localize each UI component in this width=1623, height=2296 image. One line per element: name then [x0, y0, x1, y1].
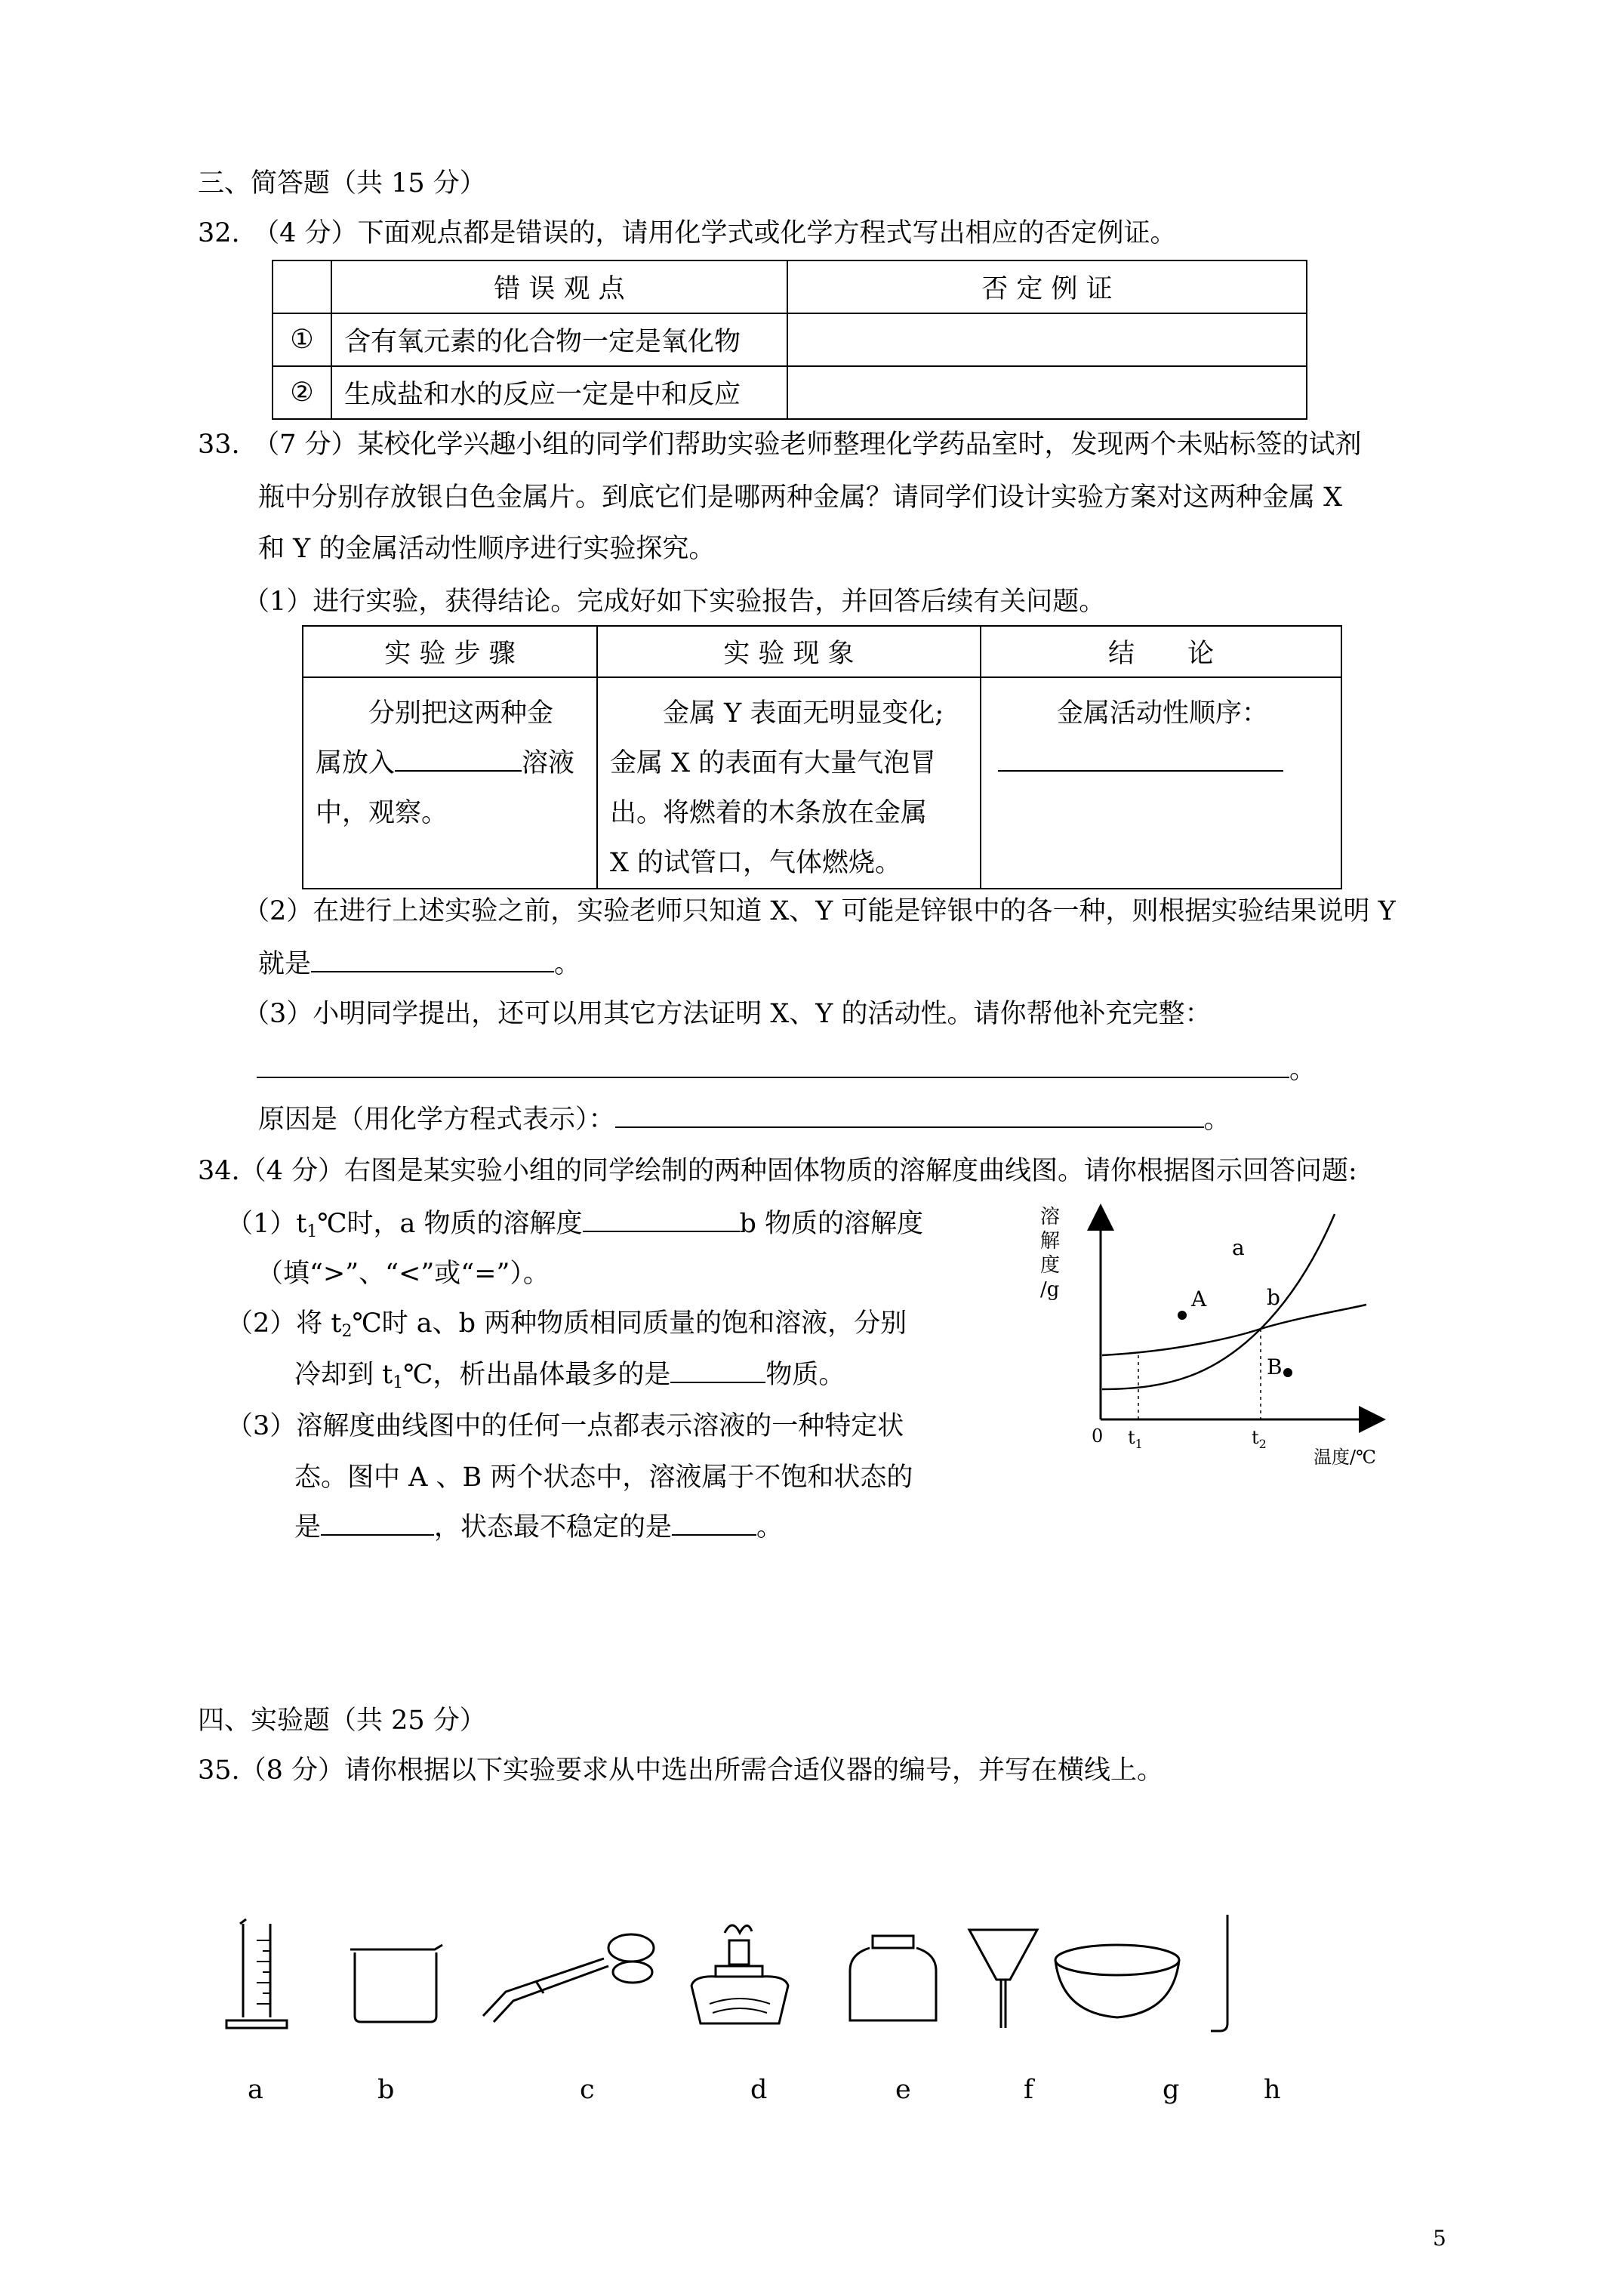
q33-part2-prefix: 就是	[258, 949, 312, 979]
q33-part3-end: 。	[1289, 1055, 1317, 1085]
q34-text: ，状态最不稳定的是	[434, 1512, 673, 1542]
point-A	[1178, 1311, 1187, 1320]
reagent-bottle-icon	[850, 1936, 936, 2020]
q33-header-step: 实 验 步 骤	[303, 626, 597, 677]
q34-s3-blank1[interactable]	[321, 1512, 434, 1536]
q33-reason-prefix: 原因是（用化学方程式表示）：	[258, 1105, 615, 1135]
q34-text: ℃时 a、b 两种物质相同质量的饱和溶液，分别	[352, 1308, 907, 1339]
solubility-curve-graph	[1027, 1200, 1389, 1472]
q33-step-cell	[303, 677, 597, 889]
apparatus-row	[211, 1910, 1313, 2039]
t1-label: $t_1$	[1128, 1427, 1143, 1451]
point-B	[1283, 1368, 1292, 1377]
y-label-char: 度	[1040, 1254, 1061, 1277]
q33-reason-line	[258, 1104, 1230, 1136]
q35-stem: 35.（8 分）请你根据以下实验要求从中选出所需合适仪器的编号，并写在横线上。	[198, 1755, 1164, 1786]
q33-step-text: 属放入	[316, 748, 396, 778]
q33-part2-suffix: 。	[554, 949, 581, 979]
apparatus-label-g: g	[1163, 2075, 1180, 2105]
q32-row-example[interactable]	[787, 366, 1307, 419]
apparatus-label-a: a	[248, 2075, 263, 2105]
point-A-label: A	[1191, 1287, 1207, 1311]
q33-step-text: 溶液	[522, 748, 575, 778]
q33-solution-blank[interactable]	[395, 747, 522, 772]
apparatus-label-d: d	[750, 2075, 768, 2105]
curve-a	[1102, 1214, 1335, 1389]
q32-row-view: 含有氧元素的化合物一定是氧化物	[331, 313, 787, 366]
q34-text: 物质。	[765, 1360, 845, 1390]
q34-text: 。	[756, 1512, 784, 1542]
q33-reason-blank[interactable]	[615, 1104, 1204, 1128]
q33-line3: 和 Y 的金属活动性顺序进行实验探究。	[258, 534, 716, 564]
q32-header-example: 否 定 例 证	[787, 260, 1307, 313]
q34-s2-line1	[226, 1308, 907, 1348]
q33-phenomenon-cell	[597, 677, 981, 889]
q33-part2-blank[interactable]	[311, 948, 554, 972]
y-label-char: 解	[1040, 1230, 1061, 1253]
q33-phenomenon-line: 金属 Y 表面无明显变化;	[663, 698, 944, 729]
q33-line1: 33. （7 分）某校化学兴趣小组的同学们帮助实验老师整理化学药品室时，发现两个未贴标签的试剂	[198, 430, 1362, 460]
q33-report-table	[302, 625, 1342, 889]
q32-stem: 32. （4 分）下面观点都是错误的，请用化学式或化学方程式写出相应的否定例证。	[198, 218, 1177, 248]
curve-b	[1102, 1305, 1366, 1355]
apparatus-label-c: c	[580, 2075, 595, 2105]
q34-sub: 1	[393, 1373, 404, 1392]
x-axis-label: 温度/℃	[1313, 1447, 1376, 1468]
q34-stem: 34.（4 分）右图是某实验小组的同学绘制的两种固体物质的溶解度曲线图。请你根据图示回答问题:	[198, 1156, 1357, 1186]
q33-phenomenon-line: 出。将燃着的木条放在金属	[610, 798, 928, 828]
q33-part3-answer-line	[257, 1054, 1316, 1086]
q34-s3-line1: （3）溶解度曲线图中的任何一点都表示溶液的一种特定状	[226, 1411, 904, 1441]
q34-text: 是	[294, 1512, 322, 1542]
q33-conclusion-cell	[981, 677, 1341, 889]
point-B-label: B	[1267, 1354, 1283, 1379]
q33-part2-line2	[258, 948, 581, 980]
apparatus-label-h: h	[1264, 2075, 1281, 2105]
q32-row-example[interactable]	[787, 313, 1307, 366]
q34-text: ℃，析出晶体最多的是	[403, 1360, 671, 1390]
q33-phenomenon-line: X 的试管口，气体燃烧。	[610, 848, 902, 878]
section3-title: 三、简答题（共 15 分）	[198, 168, 486, 199]
evaporating-dish-icon	[1055, 1945, 1179, 2017]
q34-text: ℃时，a 物质的溶解度	[317, 1209, 583, 1239]
section4-title: 四、实验题（共 25 分）	[198, 1706, 486, 1736]
q32-header-blank	[273, 260, 331, 313]
q33-part2-line1: （2）在进行上述实验之前，实验老师只知道 X、Y 可能是锌银中的各一种，则根据实验结果说明 Y	[243, 896, 1396, 926]
q34-s2-line2	[294, 1359, 845, 1399]
q33-header-conclusion: 结 论	[981, 626, 1341, 677]
q33-part3: （3）小明同学提出，还可以用其它方法证明 X、Y 的活动性。请你帮他补充完整：	[243, 999, 1212, 1029]
q32-table	[272, 260, 1307, 420]
graduated-cylinder-icon	[226, 1919, 287, 2028]
y-label-char: /g	[1040, 1278, 1060, 1301]
alcohol-lamp-icon	[691, 1925, 788, 2023]
glass-rod-icon	[1211, 1915, 1227, 2031]
q34-text: b 物质的溶解度	[739, 1209, 924, 1239]
q34-s2-blank[interactable]	[670, 1359, 765, 1383]
q33-conclusion-label: 金属活动性顺序：	[1057, 698, 1269, 729]
q34-text: 冷却到 t	[294, 1360, 393, 1390]
q33-phenomenon-line: 金属 X 的表面有大量气泡冒	[610, 748, 937, 778]
q33-part1: （1）进行实验，获得结论。完成好如下实验报告，并回答后续有关问题。	[243, 587, 1106, 617]
q33-reason-suffix: 。	[1203, 1105, 1230, 1135]
curve-a-label: a	[1232, 1235, 1245, 1260]
q33-step-line: 分别把这两种金	[368, 698, 554, 729]
origin-label: 0	[1092, 1425, 1104, 1447]
q34-s3-blank2[interactable]	[672, 1512, 756, 1536]
q32-row-num: ①	[273, 313, 331, 366]
q33-part3-blank[interactable]	[257, 1054, 1289, 1078]
q34-s3-line3	[294, 1512, 783, 1543]
apparatus-label-b: b	[377, 2075, 395, 2105]
apparatus-label-f: f	[1024, 2075, 1033, 2105]
q34-sub: 2	[341, 1322, 353, 1341]
y-label-char: 溶	[1040, 1206, 1061, 1228]
beaker-icon	[350, 1945, 442, 2022]
q34-text: （2）将 t	[226, 1308, 342, 1339]
crucible-tongs-icon	[483, 1934, 654, 2022]
q33-line2: 瓶中分别存放银白色金属片。到底它们是哪两种金属？请同学们设计实验方案对这两种金属 X	[258, 482, 1343, 513]
q34-s1-blank[interactable]	[583, 1208, 740, 1232]
t2-label: $t_2$	[1252, 1427, 1267, 1451]
q33-conclusion-blank[interactable]	[998, 747, 1283, 772]
q33-header-phenomenon: 实 验 现 象	[597, 626, 981, 677]
apparatus-label-e: e	[895, 2075, 911, 2105]
q34-s1-line2: （填“>”、“<”或“=”）。	[257, 1259, 550, 1289]
funnel-icon	[969, 1930, 1037, 2028]
q33-step-line	[316, 738, 584, 788]
curve-b-label: b	[1267, 1285, 1280, 1310]
q32-row-view: 生成盐和水的反应一定是中和反应	[331, 366, 787, 419]
q34-sub: 1	[306, 1222, 318, 1241]
q34-s1-line1	[226, 1208, 923, 1248]
page-number: 5	[1433, 2226, 1446, 2251]
q34-s3-line2: 态。图中 A 、B 两个状态中，溶液属于不饱和状态的	[294, 1462, 913, 1493]
q33-step-line: 中，观察。	[316, 798, 448, 828]
q32-header-view: 错 误 观 点	[331, 260, 787, 313]
q32-row-num: ②	[273, 366, 331, 419]
q34-text: （1）t	[226, 1209, 307, 1239]
